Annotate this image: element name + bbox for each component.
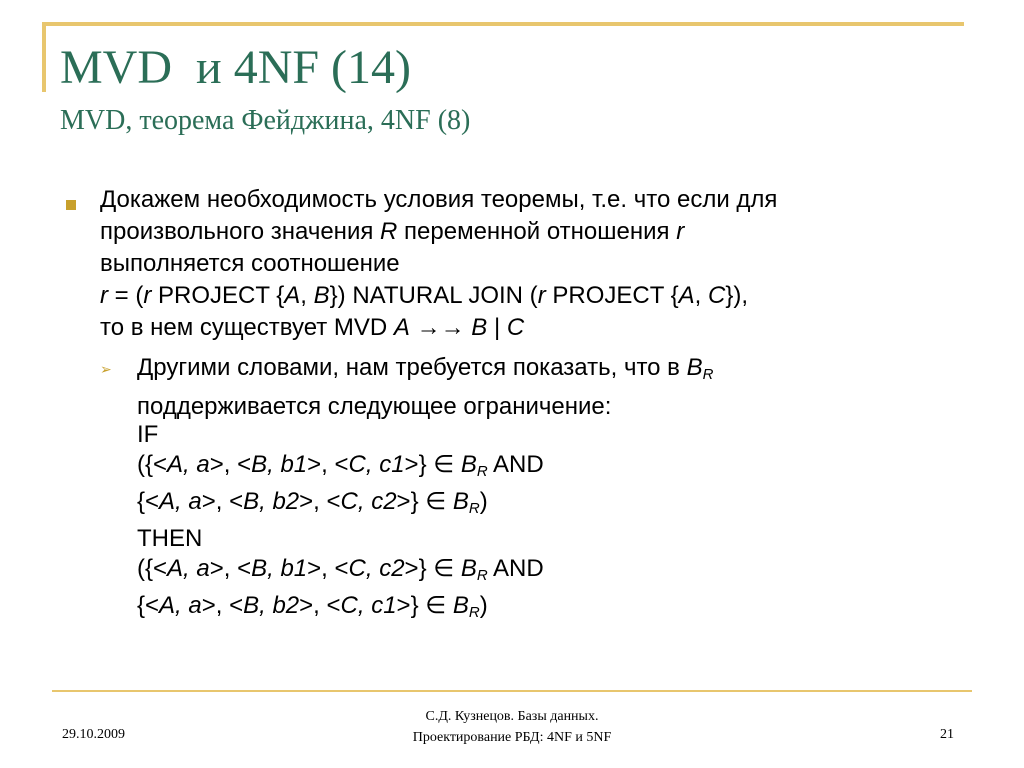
para-line-4 [100,280,980,312]
tuple-part: B, b2 [243,488,300,515]
text: | [487,314,507,341]
footer-author [362,706,662,748]
text: {< [137,592,160,619]
subscript-R: R [476,463,488,480]
text: }), [725,282,749,309]
text: >, < [307,451,349,478]
text: {< [137,488,160,515]
footer-author-line-2: Проектирование РБД: 4NF и 5NF [412,730,612,745]
text: >, < [209,451,252,478]
var-r: r [143,282,152,309]
var-r: r [100,282,108,309]
text: AND [487,555,544,582]
rule-if: IF [137,421,159,448]
footer-author-line-1: С.Д. Кузнецов. Базы данных. [425,709,599,724]
text: >, < [201,592,244,619]
sub-line-2: поддерживается следующее ограничение: [137,393,612,420]
text: ({< [137,451,168,478]
subscript-R: R [476,567,488,584]
var-B: B [452,592,469,619]
var-C: C [707,282,726,309]
subscript-R: R [468,500,480,517]
text: ) [479,488,488,515]
rule-line-4 [137,591,544,628]
tuple-part: A, a [159,488,202,515]
text: ({< [137,555,168,582]
tuple-part: C, c2 [340,488,397,515]
square-bullet-icon [66,200,76,210]
var-A: A [678,282,695,309]
para-line-5 [100,312,980,344]
tuple-part: A, a [167,555,210,582]
sub-line-1 [137,352,957,391]
subscript-R: R [468,604,480,621]
tuple-part: C, c1 [340,592,397,619]
subscript-R: R [702,366,714,383]
var-R: R [380,218,398,245]
text: ) [479,592,488,619]
text: >, < [307,555,349,582]
slide-subtitle: MVD, теорема Фейджина, 4NF (8) [60,105,471,136]
text: >} ∈ [404,555,461,582]
var-A: A [393,314,410,341]
text: >, < [299,488,341,515]
para-line-2 [100,216,980,248]
var-B: B [686,354,703,381]
text: AND [487,451,544,478]
rule-then: THEN [137,525,203,552]
tuple-part: A, a [159,592,202,619]
text: >, < [299,592,341,619]
text: >, < [209,555,252,582]
footer-date: 29.10.2009 [62,727,125,742]
sub-paragraph [137,352,957,423]
text: = ( [108,282,144,309]
constraint-block [137,420,544,628]
para-line-3: выполняется соотношение [100,250,400,277]
var-B: B [452,488,469,515]
text: >} ∈ [396,592,453,619]
var-B: B [313,282,330,309]
main-paragraph [100,184,980,344]
tuple-part: C, c2 [348,555,405,582]
tuple-part: B, b1 [251,555,308,582]
text: >, < [201,488,244,515]
text: }) NATURAL JOIN ( [329,282,538,309]
text: , [300,282,314,309]
header-accent-side [42,22,46,92]
tuple-part: C, c1 [348,451,405,478]
var-r: r [676,218,685,245]
var-r: r [537,282,546,309]
text: , [694,282,708,309]
text: PROJECT { [545,282,679,309]
text: >} ∈ [404,451,461,478]
var-B: B [460,451,477,478]
tuple-part: B, b1 [251,451,308,478]
rule-line-1 [137,450,544,487]
text: Другими словами, нам требуется показать, что в [137,354,687,381]
var-B: B [460,555,477,582]
var-A: A [284,282,301,309]
page-number: 21 [940,727,954,742]
tuple-part: A, a [167,451,210,478]
rule-line-3 [137,554,544,591]
rule-line-2 [137,487,544,524]
slide-title: MVD и 4NF (14) [60,41,412,94]
header-accent-bar [42,22,964,26]
text: переменной отношения [397,218,677,245]
text: произвольного значения [100,218,381,245]
text: PROJECT { [151,282,285,309]
tuple-part: B, b2 [243,592,300,619]
mvd-arrow: →→ [409,314,472,341]
para-line-1: Докажем необходимость условия теоремы, т.е. что если для [100,186,778,213]
text: то в нем существует MVD [100,314,394,341]
var-B: B [471,314,488,341]
text: >} ∈ [396,488,453,515]
chevron-right-icon: ➢ [100,361,112,377]
var-C: C [506,314,525,341]
footer-divider [52,690,972,692]
